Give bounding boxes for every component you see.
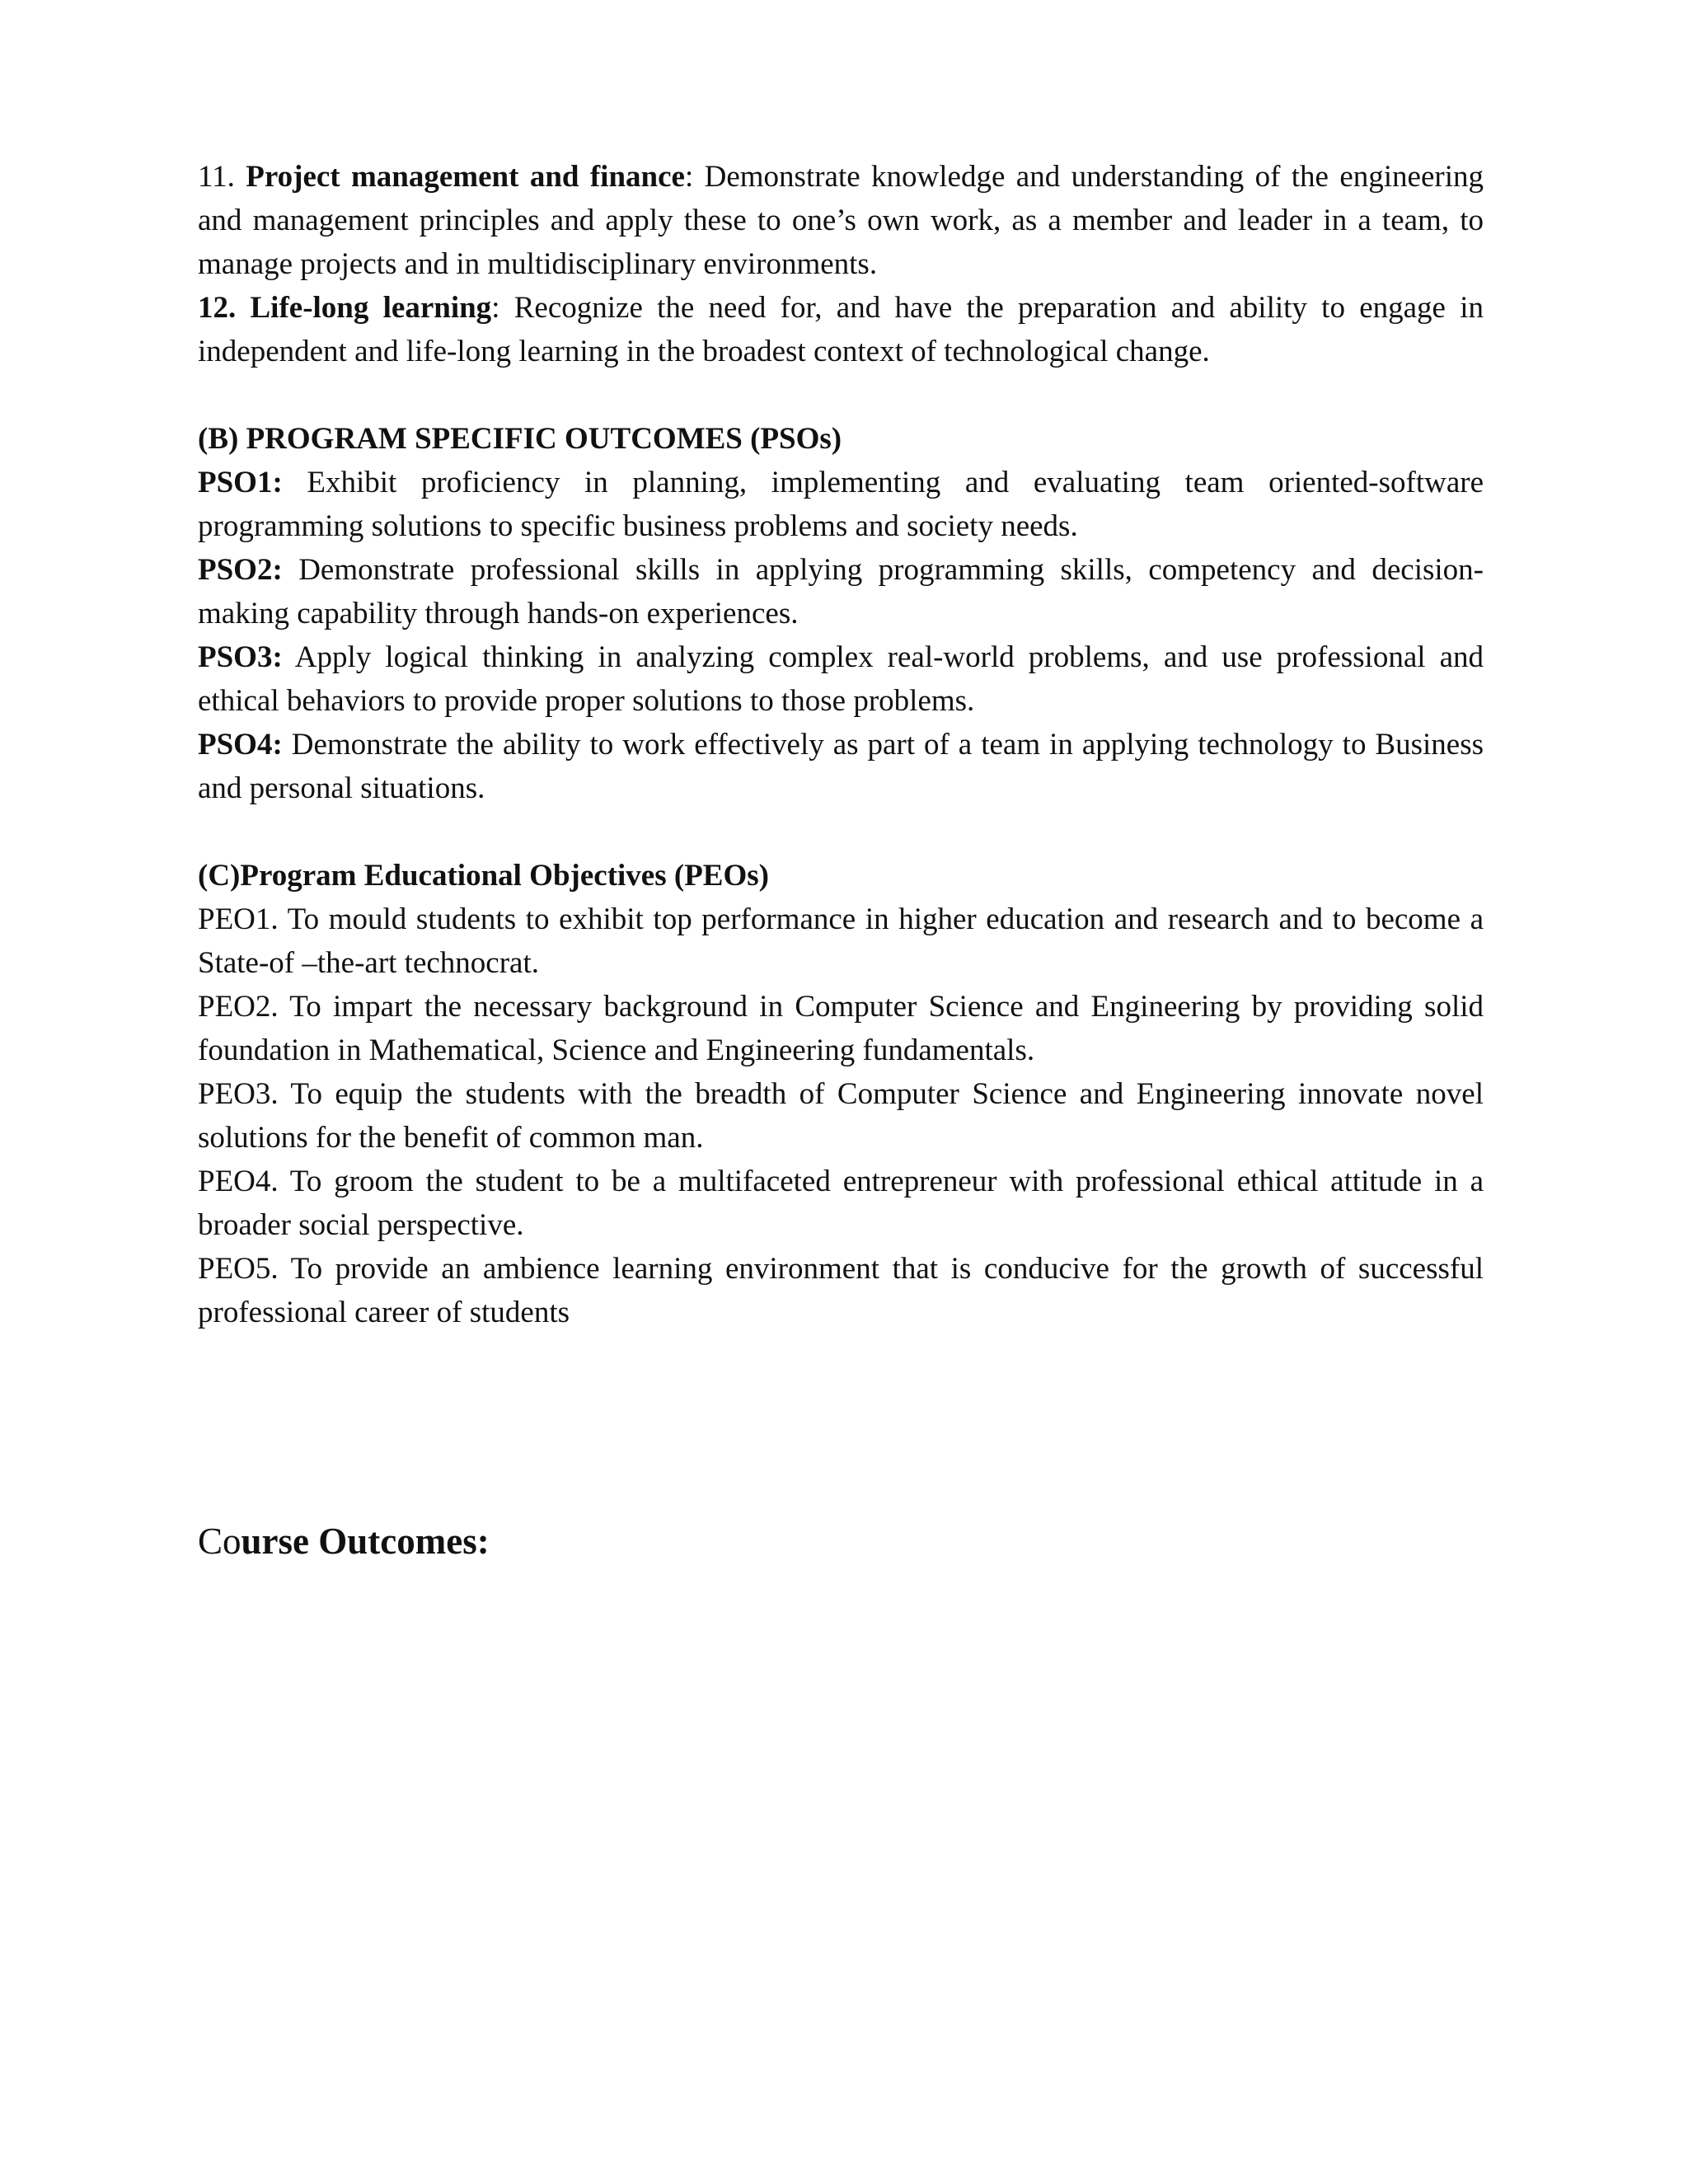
pso-label: PSO4: <box>198 728 283 762</box>
peo-item-3: PEO3. To equip the students with the breadth of Computer Science and Engineering innovate novel solutions for the benefit of common man. <box>198 1077 1484 1155</box>
pso-label: PSO1: <box>198 466 283 499</box>
pso-item-4 <box>198 723 1484 810</box>
po-item-number: 11. <box>198 160 246 194</box>
peo-item-4: PEO4. To groom the student to be a multifaceted entrepreneur with professional ethical attitude in a broader social perspective. <box>198 1165 1484 1242</box>
po-item-text: : Recognize the need for, and have the preparation and ability to engage in independent and life-long learning in the broadest context of technological change. <box>198 291 1484 368</box>
pso-item-2 <box>198 548 1484 635</box>
pso-text: Demonstrate professional skills in applying programming skills, competency and decision-making capability through hands-on experiences. <box>198 553 1484 630</box>
pso-text: Apply logical thinking in analyzing complex real-world problems, and use professional and ethical behaviors to provide proper solutions to those problems. <box>198 640 1484 718</box>
pso-label: PSO3: <box>198 640 283 674</box>
pso-item-1 <box>198 461 1484 548</box>
course-outcomes-heading <box>198 1516 490 1566</box>
po-item-title: Project management and finance <box>246 160 685 194</box>
peo-item-2: PEO2. To impart the necessary background in Computer Science and Engineering by providing solid foundation in Mathematical, Science and Engineering fundamentals. <box>198 990 1484 1067</box>
po-item-11 <box>198 155 1484 286</box>
po-item-title: Life-long learning <box>250 291 492 325</box>
po-item-12 <box>198 286 1484 373</box>
course-outcomes-rest: urse Outcomes: <box>241 1521 490 1562</box>
pso-label: PSO2: <box>198 553 283 587</box>
peo-item-1: PEO1. To mould students to exhibit top performance in higher education and research and to become a State-of –the-art technocrat. <box>198 902 1484 980</box>
peo-item-5: PEO5. To provide an ambience learning environment that is conducive for the growth of successful professional career of students <box>198 1252 1484 1329</box>
pso-heading: (B) PROGRAM SPECIFIC OUTCOMES (PSOs) <box>198 422 842 456</box>
course-outcomes-prefix: Co <box>198 1521 241 1562</box>
pso-item-3 <box>198 635 1484 723</box>
po-item-number: 12. <box>198 291 251 325</box>
pso-text: Exhibit proficiency in planning, implementing and evaluating team oriented-software programming solutions to specific business problems and society needs. <box>198 466 1484 543</box>
document-body <box>198 155 1484 1334</box>
pso-text: Demonstrate the ability to work effectively as part of a team in applying technology to Business and personal situations. <box>198 728 1484 805</box>
po-item-text: : Demonstrate knowledge and understanding of the engineering and management principles and apply these to one’s own work, as a member and leader in a team, to manage projects and in multidisciplinary environments. <box>198 160 1484 281</box>
peo-heading: (C)Program Educational Objectives (PEOs) <box>198 859 769 893</box>
